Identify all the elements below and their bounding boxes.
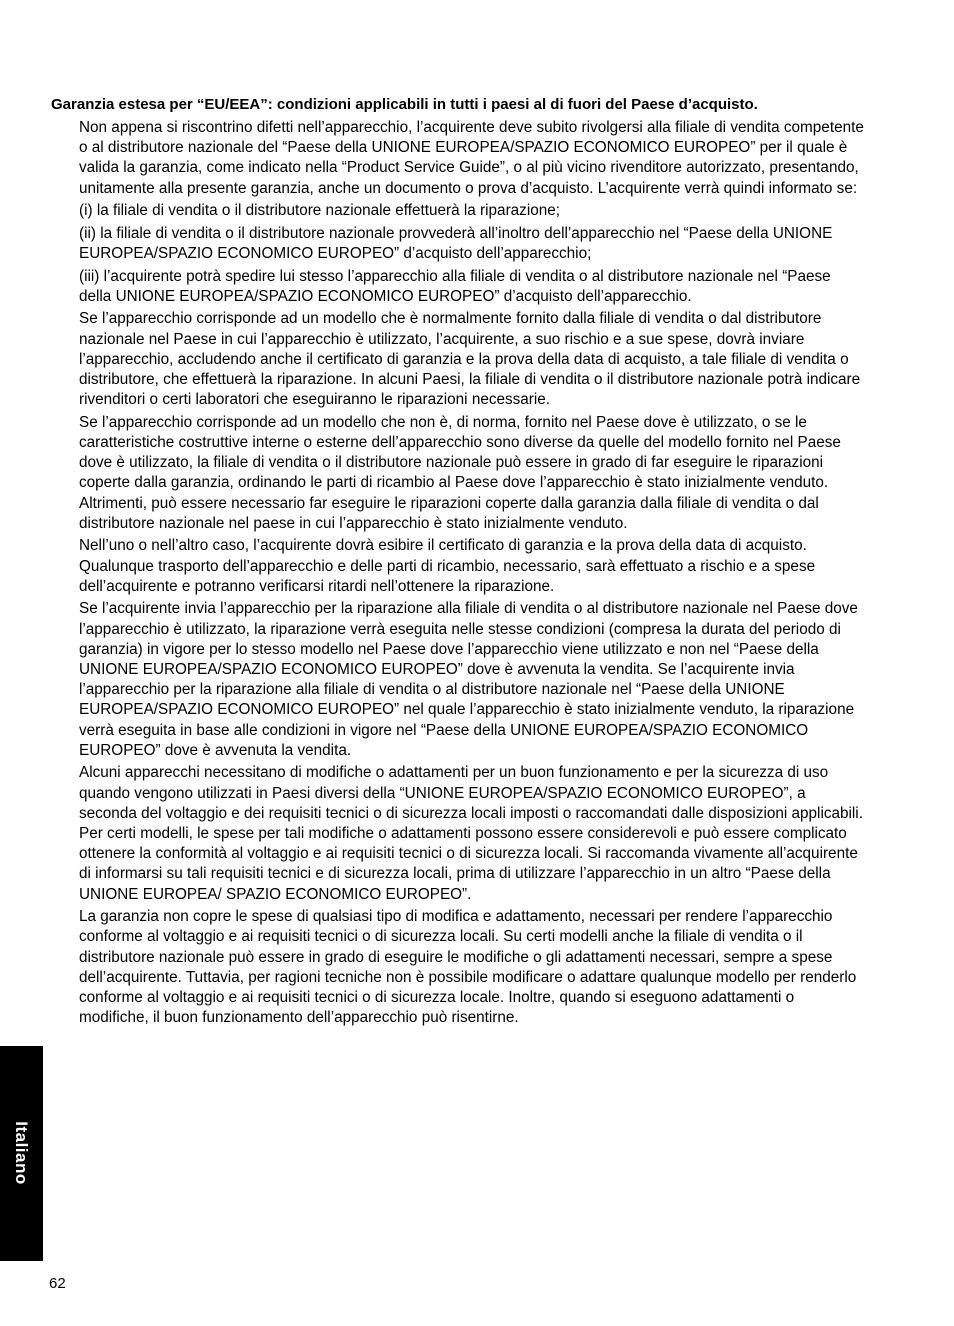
paragraph: Nell’uno o nell’altro caso, l’acquirente dovrà esibire il certificato di garanzia e la prova della data di acquisto. Qualunque trasporto dell’apparecchio e delle parti di ricambio, necessario, sarà effettuato a rischio e a spese dell’acquirente e potranno verificarsi ritardi nell’ottenere la riparazione. [79,537,816,595]
paragraph: Non appena si riscontrino difetti nell’apparecchio, l’acquirente deve subito rivolgersi alla filiale di vendita competente o al distributore nazionale del “Paese della UNIONE EUROPEA/SPAZIO ECONOMICO EUROPEO” per il quale è valida la garanzia, come indicato nella “Product Service Guide”, o al più vicino rivenditore autorizzato, presentando, unitamente alla presente garanzia, anche un documento o prova d’acquisto. L’acquirente verrà quindi informato se: [79,119,864,197]
section-heading: Garanzia estesa per “EU/EEA”: condizioni applicabili in tutti i paesi al di fuori del Paese d’acquisto. [51,96,758,113]
paragraph: (i) la filiale di vendita o il distributore nazionale effettuerà la riparazione; [79,202,560,220]
paragraph: Se l’apparecchio corrisponde ad un modello che non è, di norma, fornito nel Paese dove è utilizzato, o se le caratteristiche costruttive interne o esterne dell’apparecchio sono diverse da quelle del modello fornito nel Paese dove è utilizzato, la filiale di vendita o il distributore nazionale può essere in grado di far eseguire le riparazioni coperte dalla garanzia, ordinando le parti di ricambio al Paese dove l’apparecchio è stato inizialmente venduto. Altrimenti, può essere necessario far eseguire le riparazioni coperte dalla garanzia dalla filiale di vendita o dal distributore nazionale nel paese in cui l’apparecchio è stato inizialmente venduto. [79,413,841,532]
page-number: 62 [49,1275,66,1292]
paragraph: Se l’acquirente invia l’apparecchio per la riparazione alla filiale di vendita o al distributore nazionale nel Paese dove l’apparecchio è utilizzato, la riparazione verrà eseguita nelle stesse condizioni (compresa la durata del periodo di garanzia) in vigore per lo stesso modello nel Paese dove l’apparecchio viene utilizzato e non nel “Paese della UNIONE EUROPEA/SPAZIO ECONOMICO EUROPEO” dove è avvenuta la vendita. Se l’acquirente invia l’apparecchio per la riparazione alla filiale di vendita o al distributore nazionale nel “Paese della UNIONE EUROPEA/SPAZIO ECONOMICO EUROPEO” nel quale l’apparecchio è stato inizialmente venduto, la riparazione verrà eseguita in base alle condizioni in vigore nel “Paese della UNIONE EUROPEA/SPAZIO ECONOMICO EUROPEO” dove è avvenuta la vendita. [79,600,858,759]
paragraph: Se l’apparecchio corrisponde ad un modello che è normalmente fornito dalla filiale di vendita o dal distributore nazionale nel Paese in cui l’apparecchio è utilizzato, l’acquirente, a suo rischio e a sue spese, dovrà inviare l’apparecchio, accludendo anche il certificato di garanzia e la prova della data di acquisto, a tale filiale di vendita o distributore, che effettuerà la riparazione. In alcuni Paesi, la filiale di vendita o il distributore nazionale potrà indicare rivenditori o certi laboratori che eseguiranno le riparazioni necessarie. [79,310,861,409]
paragraph: Alcuni apparecchi necessitano di modifiche o adattamenti per un buon funzionamento e per la sicurezza di uso quando vengono utilizzati in Paesi diversi della “UNIONE EUROPEA/SPAZIO ECONOMICO EUROPEO”, a seconda del voltaggio e dei requisiti tecnici o di sicurezza locali imposti o raccomandati dalle disposizioni applicabili. Per certi modelli, le spese per tali modifiche o adattamenti possono essere considerevoli e può essere complicato ottenere la conformità al voltaggio e ai requisiti tecnici o di sicurezza locali. Si raccomanda vivamente all’acquirente di informarsi su tali requisiti tecnici e di sicurezza locali, prima di utilizzare l’apparecchio in un altro “Paese della UNIONE EUROPEA/ SPAZIO ECONOMICO EUROPEO”. [79,764,863,903]
language-tab-label: Italiano [12,1121,31,1185]
paragraph: (ii) la filiale di vendita o il distributore nazionale provvederà all’inoltro dell’apparecchio nel “Paese della UNIONE EUROPEA/SPAZIO ECONOMICO EUROPEO” d’acquisto dell’apparecchio; [79,224,833,262]
paragraph: (iii) l’acquirente potrà spedire lui stesso l’apparecchio alla filiale di vendita o al distributore nazionale nel “Paese della UNIONE EUROPEA/SPAZIO ECONOMICO EUROPEO” d’acquisto dell’apparecchio. [79,267,831,305]
warranty-body [79,118,867,1031]
paragraph: La garanzia non copre le spese di qualsiasi tipo di modifica e adattamento, necessari per rendere l’apparecchio conforme al voltaggio e ai requisiti tecnici o di sicurezza locali. Su certi modelli anche la filiale di vendita o il distributore nazionale può essere in grado di eseguire le modifiche o gli adattamenti necessari, sempre a spese dell’acquirente. Tuttavia, per ragioni tecniche non è possibile modificare o adattare qualunque modello per renderlo conforme al voltaggio e ai requisiti tecnici o di sicurezza locale. Inoltre, quando si eseguono adattamenti o modifiche, il buon funzionamento dell’apparecchio può risentirne. [79,908,857,1027]
